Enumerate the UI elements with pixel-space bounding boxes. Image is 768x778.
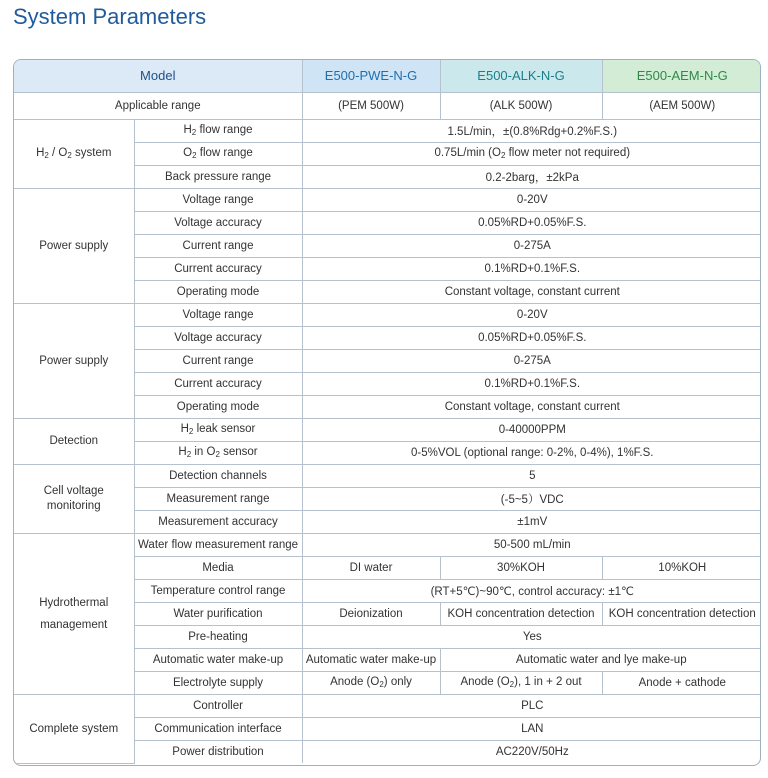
makeup-alk-aem: Automatic water and lye make-up	[440, 648, 761, 671]
table-row	[14, 533, 761, 556]
row-label: Voltage accuracy	[134, 326, 302, 349]
o2-flow-value: 0.75L/min ($O_2$ flow meter not required)	[302, 142, 761, 165]
row-value: 50-500 mL/min	[302, 533, 761, 556]
back-pressure-label: Back pressure range	[134, 165, 302, 188]
row-value: (RT+5℃)~90℃, control accuracy: ±1℃	[302, 579, 761, 602]
header-row	[14, 60, 761, 92]
applicable-alk: (ALK 500W)	[440, 92, 602, 119]
row-label: Temperature control range	[134, 579, 302, 602]
row-value: 0-275A	[302, 234, 761, 257]
group-power-supply: Power supply	[14, 188, 134, 303]
model-alk: E500-ALK-N-G	[440, 60, 602, 92]
row-label: Electrolyte supply	[134, 671, 302, 694]
model-header: Model	[14, 60, 302, 92]
h2-in-o2-label: $H_2$ in $O_2$ sensor	[134, 441, 302, 464]
makeup-pwe: Automatic water make-up	[302, 648, 440, 671]
row-label: Pre-heating	[134, 625, 302, 648]
group-detection: Detection	[14, 418, 134, 464]
model-aem: E500-AEM-N-G	[602, 60, 761, 92]
group-cell-voltage	[14, 464, 134, 533]
back-pressure-value: 0.2-2barg，±2kPa	[302, 165, 761, 188]
row-label: Voltage range	[134, 303, 302, 326]
row-value: AC220V/50Hz	[302, 740, 761, 763]
h2-leak-value: 0-40000PPM	[302, 418, 761, 441]
purification-pwe: Deionization	[302, 602, 440, 625]
row-label: Media	[134, 556, 302, 579]
row-label: Voltage accuracy	[134, 211, 302, 234]
o2-flow-label: $O_2$ flow range	[134, 142, 302, 165]
purification-aem: KOH concentration detection	[602, 602, 761, 625]
group-line: management	[40, 618, 108, 631]
group-line: monitoring	[46, 499, 101, 512]
row-label: Detection channels	[134, 464, 302, 487]
row-label: Power distribution	[134, 740, 302, 763]
table-row	[14, 694, 761, 717]
applicable-label: Applicable range	[14, 92, 302, 119]
group-complete-system: Complete system	[14, 694, 134, 763]
group-h2o2-system: $H_2 / O_2$ system	[14, 119, 134, 188]
table-row	[14, 418, 761, 441]
electrolyte-pwe: Anode $(O_2)$ only	[302, 671, 440, 694]
row-value: Yes	[302, 625, 761, 648]
applicable-aem: (AEM 500W)	[602, 92, 761, 119]
table-row	[14, 464, 761, 487]
group-line: Cell voltage	[43, 484, 104, 497]
row-label: Operating mode	[134, 395, 302, 418]
h2-in-o2-value: 0-5%VOL (optional range: 0-2%, 0-4%), 1%F.S.	[302, 441, 761, 464]
row-value: 0.05%RD+0.05%F.S.	[302, 211, 761, 234]
group-power-supply: Power supply	[14, 303, 134, 418]
row-value: 0.1%RD+0.1%F.S.	[302, 372, 761, 395]
electrolyte-alk: Anode $(O_2)$, 1 in + 2 out	[440, 671, 602, 694]
row-label: Communication interface	[134, 717, 302, 740]
row-label: Water purification	[134, 602, 302, 625]
row-value: Constant voltage, constant current	[302, 395, 761, 418]
table-row	[14, 303, 761, 326]
model-pwe: E500-PWE-N-G	[302, 60, 440, 92]
h2-flow-value: 1.5L/min，±(0.8%Rdg+0.2%F.S.)	[302, 119, 761, 142]
electrolyte-aem: Anode + cathode	[602, 671, 761, 694]
group-hydrothermal	[14, 533, 134, 694]
row-label: Controller	[134, 694, 302, 717]
row-label: Current range	[134, 349, 302, 372]
row-value: 5	[302, 464, 761, 487]
row-value: 0-20V	[302, 188, 761, 211]
media-alk: 30%KOH	[440, 556, 602, 579]
row-label: Current accuracy	[134, 257, 302, 280]
row-value: ±1mV	[302, 510, 761, 533]
parameters-table	[13, 59, 761, 766]
h2-flow-label: $H_2$ flow range	[134, 119, 302, 142]
row-label: Measurement accuracy	[134, 510, 302, 533]
row-value: LAN	[302, 717, 761, 740]
h2-leak-label: $H_2$ leak sensor	[134, 418, 302, 441]
row-label: Operating mode	[134, 280, 302, 303]
applicable-row	[14, 92, 761, 119]
row-label: Automatic water make-up	[134, 648, 302, 671]
table-row	[14, 119, 761, 142]
row-value: PLC	[302, 694, 761, 717]
row-value: (-5~5）VDC	[302, 487, 761, 510]
media-aem: 10%KOH	[602, 556, 761, 579]
row-label: Current accuracy	[134, 372, 302, 395]
media-pwe: DI water	[302, 556, 440, 579]
row-value: 0.1%RD+0.1%F.S.	[302, 257, 761, 280]
row-value: 0.05%RD+0.05%F.S.	[302, 326, 761, 349]
row-label: Water flow measurement range	[134, 533, 302, 556]
row-label: Measurement range	[134, 487, 302, 510]
row-value: Constant voltage, constant current	[302, 280, 761, 303]
purification-alk: KOH concentration detection	[440, 602, 602, 625]
row-value: 0-275A	[302, 349, 761, 372]
applicable-pem: (PEM 500W)	[302, 92, 440, 119]
row-label: Current range	[134, 234, 302, 257]
row-label: Voltage range	[134, 188, 302, 211]
row-value: 0-20V	[302, 303, 761, 326]
table-row	[14, 188, 761, 211]
page-title: System Parameters	[13, 4, 207, 29]
group-line: Hydrothermal	[39, 596, 109, 609]
